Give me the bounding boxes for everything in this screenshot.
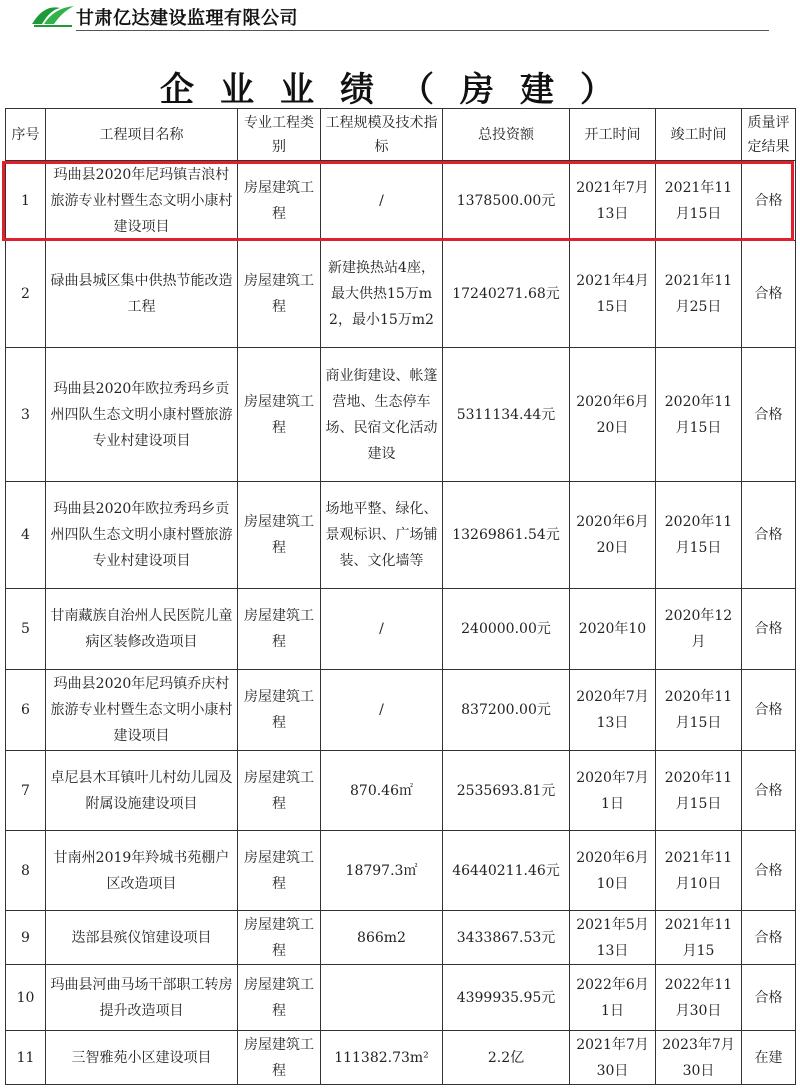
cell-investment: 5311134.44元: [443, 348, 570, 482]
cell-no: 10: [6, 965, 46, 1031]
cell-scale: 111382.73m²: [321, 1031, 443, 1085]
cell-no: 3: [6, 348, 46, 482]
cell-investment: 17240271.68元: [443, 241, 570, 348]
cell-result: 合格: [742, 831, 796, 911]
header-rule: [76, 30, 769, 31]
cell-scale: 870.46㎡: [321, 751, 443, 831]
cell-result: 合格: [742, 348, 796, 482]
cell-scale: /: [321, 670, 443, 751]
col-header-investment: 总投资额: [443, 109, 570, 161]
cell-category: 房屋建筑工程: [238, 161, 321, 241]
cell-scale: 场地平整、绿化、景观标识、广场铺装、文化墙等: [321, 482, 443, 589]
cell-no: 2: [6, 241, 46, 348]
cell-name: 甘南州2019年羚城书苑棚户区改造项目: [46, 831, 238, 911]
cell-category: 房屋建筑工程: [238, 348, 321, 482]
cell-no: 8: [6, 831, 46, 911]
cell-no: 5: [6, 589, 46, 670]
cell-scale: 18797.3㎡: [321, 831, 443, 911]
cell-no: 11: [6, 1031, 46, 1085]
cell-category: 房屋建筑工程: [238, 670, 321, 751]
cell-end: 2020年11月15日: [656, 482, 742, 589]
company-logo-icon: [30, 2, 76, 28]
cell-result: 合格: [742, 965, 796, 1031]
table-row: [6, 589, 796, 670]
cell-category: 房屋建筑工程: [238, 589, 321, 670]
cell-category: 房屋建筑工程: [238, 1031, 321, 1085]
cell-start: 2022年6月1日: [570, 965, 656, 1031]
performance-table: [5, 108, 796, 1085]
cell-investment: 3433867.53元: [443, 911, 570, 965]
cell-end: 2023年7月30日: [656, 1031, 742, 1085]
cell-no: 7: [6, 751, 46, 831]
cell-result: 合格: [742, 670, 796, 751]
cell-name: 卓尼县木耳镇叶儿村幼儿园及附属设施建设项目: [46, 751, 238, 831]
cell-category: 房屋建筑工程: [238, 241, 321, 348]
cell-no: 4: [6, 482, 46, 589]
cell-result: 合格: [742, 482, 796, 589]
table-header-row: [6, 109, 796, 161]
cell-investment: 46440211.46元: [443, 831, 570, 911]
table-row: [6, 482, 796, 589]
table-row: [6, 1031, 796, 1085]
col-header-result: 质量评定结果: [742, 109, 796, 161]
cell-name: 玛曲县2020年尼玛镇乔庆村旅游专业村暨生态文明小康村建设项目: [46, 670, 238, 751]
cell-result: 合格: [742, 589, 796, 670]
cell-scale: 商业街建设、帐篷营地、生态停车场、民宿文化活动建设: [321, 348, 443, 482]
cell-investment: 2.2亿: [443, 1031, 570, 1085]
cell-end: 2020年12月: [656, 589, 742, 670]
cell-start: 2020年7月13日: [570, 670, 656, 751]
cell-end: 2021年11月25日: [656, 241, 742, 348]
cell-result: 合格: [742, 911, 796, 965]
table-row: [6, 348, 796, 482]
cell-end: 2021年11月15日: [656, 161, 742, 241]
col-header-name: 工程项目名称: [46, 109, 238, 161]
cell-scale: /: [321, 589, 443, 670]
cell-start: 2021年5月13日: [570, 911, 656, 965]
cell-result: 合格: [742, 161, 796, 241]
cell-investment: 240000.00元: [443, 589, 570, 670]
cell-start: 2020年6月10日: [570, 831, 656, 911]
col-header-no: 序号: [6, 109, 46, 161]
cell-name: 玛曲县河曲马场干部职工转房提升改造项目: [46, 965, 238, 1031]
document-header: [0, 0, 800, 34]
page-title: 企业业绩（房建）: [160, 70, 640, 110]
cell-investment: 1378500.00元: [443, 161, 570, 241]
cell-end: 2022年11月30日: [656, 965, 742, 1031]
table-row: [6, 241, 796, 348]
cell-result: 合格: [742, 751, 796, 831]
company-name: 甘肃亿达建设监理有限公司: [76, 8, 298, 29]
cell-start: 2021年7月13日: [570, 161, 656, 241]
cell-name: 玛曲县2020年尼玛镇吉浪村旅游专业村暨生态文明小康村建设项目: [46, 161, 238, 241]
cell-end: 2020年11月15日: [656, 751, 742, 831]
cell-scale: [321, 965, 443, 1031]
cell-scale: 866m2: [321, 911, 443, 965]
cell-no: 9: [6, 911, 46, 965]
cell-investment: 2535693.81元: [443, 751, 570, 831]
cell-start: 2020年6月20日: [570, 348, 656, 482]
cell-end: 2021年11月10日: [656, 831, 742, 911]
cell-investment: 837200.00元: [443, 670, 570, 751]
cell-name: 玛曲县2020年欧拉秀玛乡贡州四队生态文明小康村暨旅游专业村建设项目: [46, 482, 238, 589]
cell-scale: 新建换热站4座，最大供热15万m2，最小15万m2: [321, 241, 443, 348]
table-row: [6, 911, 796, 965]
cell-scale: /: [321, 161, 443, 241]
cell-name: 碌曲县城区集中供热节能改造工程: [46, 241, 238, 348]
cell-start: 2020年10: [570, 589, 656, 670]
col-header-category: 专业工程类别: [238, 109, 321, 161]
col-header-start: 开工时间: [570, 109, 656, 161]
cell-start: 2020年7月1日: [570, 751, 656, 831]
cell-start: 2020年6月20日: [570, 482, 656, 589]
cell-no: 1: [6, 161, 46, 241]
cell-category: 房屋建筑工程: [238, 911, 321, 965]
cell-investment: 4399935.95元: [443, 965, 570, 1031]
table-row: [6, 831, 796, 911]
cell-name: 甘南藏族自治州人民医院儿童病区装修改造项目: [46, 589, 238, 670]
cell-result: 合格: [742, 241, 796, 348]
cell-end: 2020年11月15日: [656, 670, 742, 751]
table-row: [6, 161, 796, 241]
cell-result: 在建: [742, 1031, 796, 1085]
cell-category: 房屋建筑工程: [238, 831, 321, 911]
cell-no: 6: [6, 670, 46, 751]
cell-start: 2021年7月30日: [570, 1031, 656, 1085]
cell-category: 房屋建筑工程: [238, 482, 321, 589]
cell-category: 房屋建筑工程: [238, 965, 321, 1031]
cell-name: 迭部县殡仪馆建设项目: [46, 911, 238, 965]
cell-end: 2021年11月15: [656, 911, 742, 965]
col-header-scale: 工程规模及技术指标: [321, 109, 443, 161]
cell-name: 玛曲县2020年欧拉秀玛乡贡州四队生态文明小康村暨旅游专业村建设项目: [46, 348, 238, 482]
cell-investment: 13269861.54元: [443, 482, 570, 589]
cell-name: 三智雅苑小区建设项目: [46, 1031, 238, 1085]
cell-end: 2020年11月15日: [656, 348, 742, 482]
table-row: [6, 670, 796, 751]
table-row: [6, 965, 796, 1031]
cell-start: 2021年4月15日: [570, 241, 656, 348]
table-row: [6, 751, 796, 831]
cell-category: 房屋建筑工程: [238, 751, 321, 831]
col-header-end: 竣工时间: [656, 109, 742, 161]
